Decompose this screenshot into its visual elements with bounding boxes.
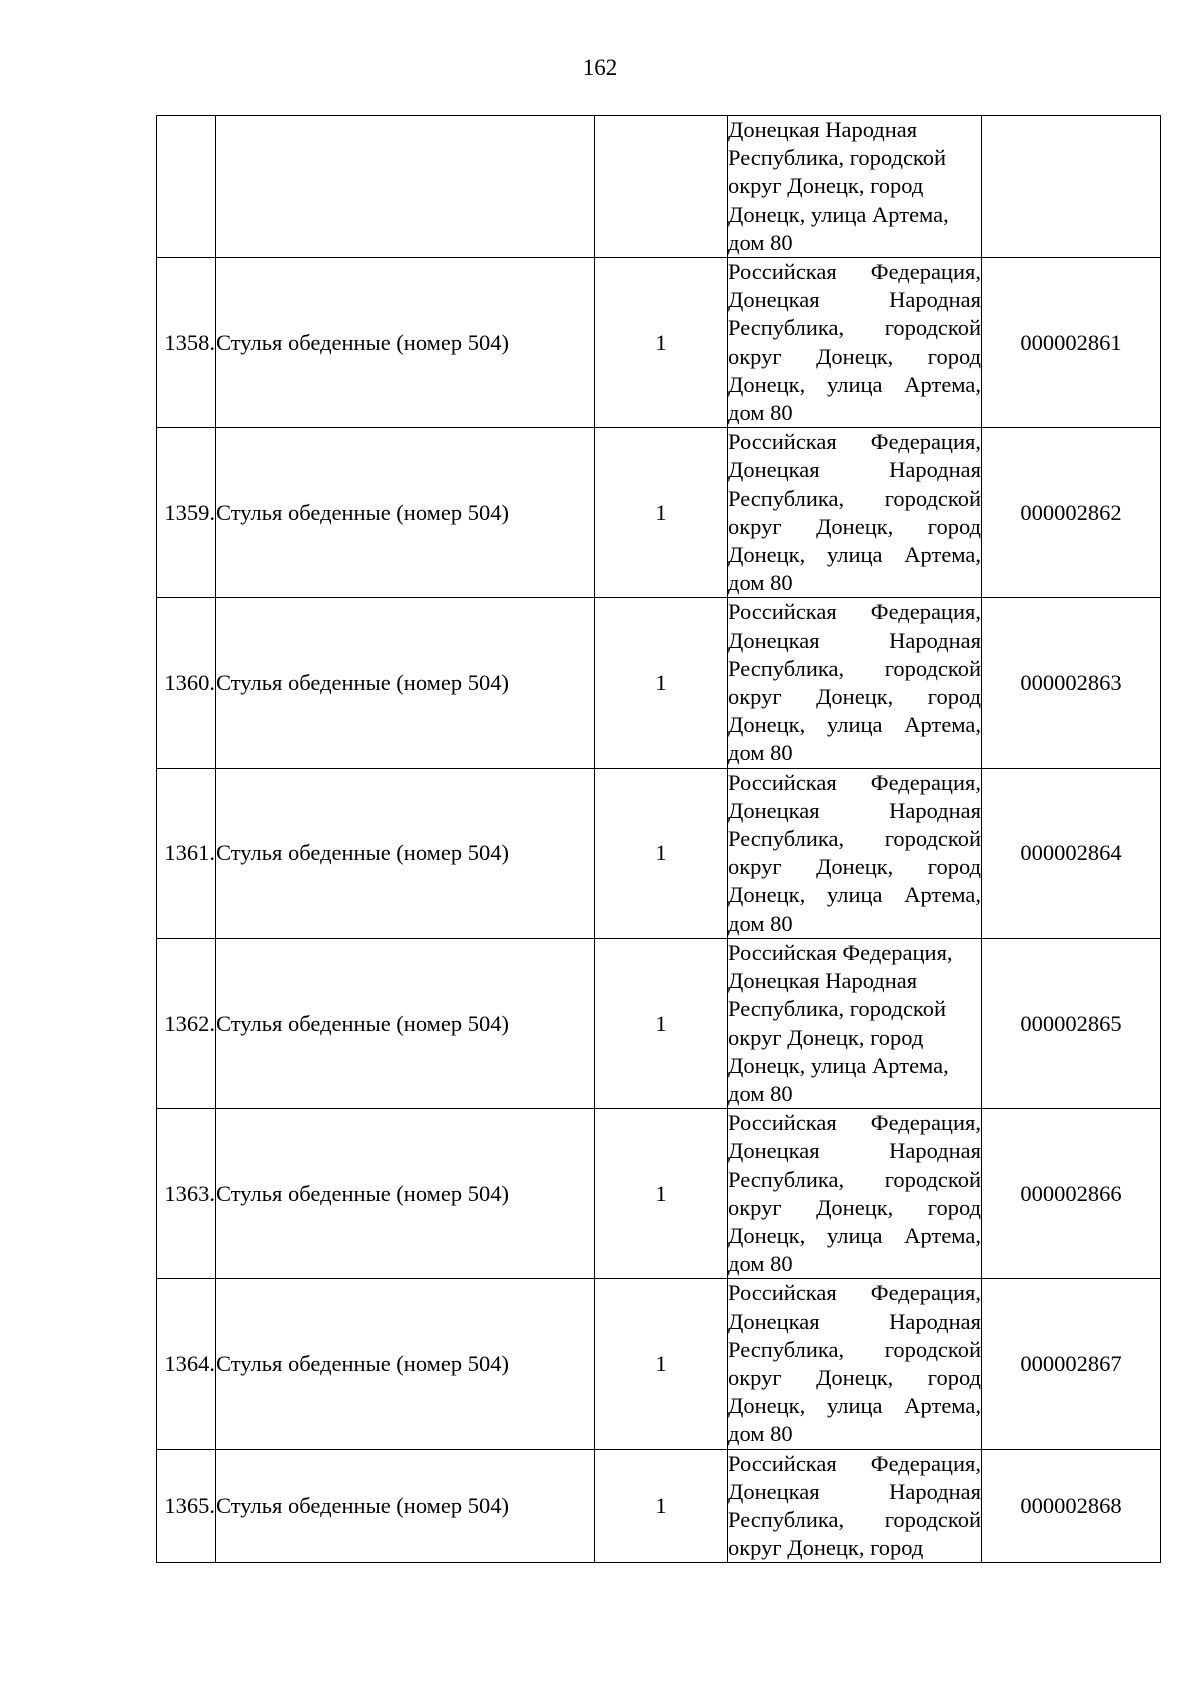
item-name: Стулья обеденные (номер 504)	[216, 938, 595, 1108]
table-row	[157, 258, 1161, 428]
row-number: 1359.	[157, 428, 216, 598]
address-text: Российская Федерация, Донецкая Народная Республика, городской округ Донецк, город Донецк, улица Артема, дом 80	[728, 1280, 981, 1447]
quantity: 1	[595, 768, 728, 938]
table-row	[157, 1279, 1161, 1449]
quantity: 1	[595, 258, 728, 428]
address-cell	[728, 116, 982, 258]
address-cell	[728, 428, 982, 598]
inventory-number: 000002867	[982, 1279, 1161, 1449]
row-number: 1364.	[157, 1279, 216, 1449]
item-name: Стулья обеденные (номер 504)	[216, 258, 595, 428]
page-number: 162	[582, 55, 618, 80]
item-name: Стулья обеденные (номер 504)	[216, 768, 595, 938]
row-number: 1365.	[157, 1449, 216, 1563]
row-number: 1360.	[157, 598, 216, 768]
inventory-number: 000002866	[982, 1109, 1161, 1279]
quantity: 1	[595, 1109, 728, 1279]
address-cell	[728, 1449, 982, 1563]
inventory-number: 000002865	[982, 938, 1161, 1108]
table-row	[157, 1109, 1161, 1279]
item-name: Стулья обеденные (номер 504)	[216, 1109, 595, 1279]
row-number: 1362.	[157, 938, 216, 1108]
address-cell	[728, 258, 982, 428]
quantity: 1	[595, 938, 728, 1108]
table-row	[157, 428, 1161, 598]
table-row	[157, 1449, 1161, 1563]
inventory-number: 000002862	[982, 428, 1161, 598]
item-name: Стулья обеденные (номер 504)	[216, 428, 595, 598]
item-name-cell	[216, 116, 595, 258]
inventory-number: 000002863	[982, 598, 1161, 768]
quantity: 1	[595, 1279, 728, 1449]
row-number-cell	[157, 116, 216, 258]
quantity-cell	[595, 116, 728, 258]
address-text: Российская Федерация, Донецкая Народная Республика, городской округ Донецк, город Донецк, улица Артема, дом 80	[728, 429, 981, 596]
row-number: 1361.	[157, 768, 216, 938]
address-text: Российская Федерация, Донецкая Народная Республика, городской округ Донецк, город Донецк, улица Артема, дом 80	[728, 1110, 981, 1277]
address-text: Российская Федерация, Донецкая Народная Республика, городской округ Донецк, город Донецк, улица Артема, дом 80	[728, 769, 981, 936]
row-number: 1358.	[157, 258, 216, 428]
table-row-continuation	[157, 116, 1161, 258]
item-name: Стулья обеденные (номер 504)	[216, 1279, 595, 1449]
quantity: 1	[595, 598, 728, 768]
address-cell	[728, 1109, 982, 1279]
table-row	[157, 938, 1161, 1108]
row-number: 1363.	[157, 1109, 216, 1279]
address-cell	[728, 938, 982, 1108]
address-text: Российская Федерация, Донецкая Народная Республика, городской округ Донецк, город Донецк, улица Артема, дом 80	[728, 259, 981, 426]
inventory-number: 000002864	[982, 768, 1161, 938]
property-register-table	[156, 115, 1161, 1563]
item-name: Стулья обеденные (номер 504)	[216, 598, 595, 768]
inventory-number-cell	[982, 116, 1161, 258]
address-cell	[728, 1279, 982, 1449]
address-text: Донецкая Народная Республика, городской округ Донецк, город Донецк, улица Артема, дом 80	[728, 117, 949, 255]
item-name: Стулья обеденные (номер 504)	[216, 1449, 595, 1563]
address-text: Российская Федерация, Донецкая Народная Республика, городской округ Донецк, город Донецк, улица Артема, дом 80	[728, 599, 981, 766]
address-cell	[728, 598, 982, 768]
quantity: 1	[595, 428, 728, 598]
address-text: Российская Федерация, Донецкая Народная Республика, городской округ Донецк, город Донецк, улица Артема, дом 80	[728, 939, 953, 1106]
table-row	[157, 768, 1161, 938]
address-text: Российская Федерация, Донецкая Народная Республика, городской округ Донецк, город	[728, 1450, 981, 1561]
inventory-number: 000002861	[982, 258, 1161, 428]
table-row	[157, 598, 1161, 768]
quantity: 1	[595, 1449, 728, 1563]
inventory-number: 000002868	[982, 1449, 1161, 1563]
address-cell	[728, 768, 982, 938]
